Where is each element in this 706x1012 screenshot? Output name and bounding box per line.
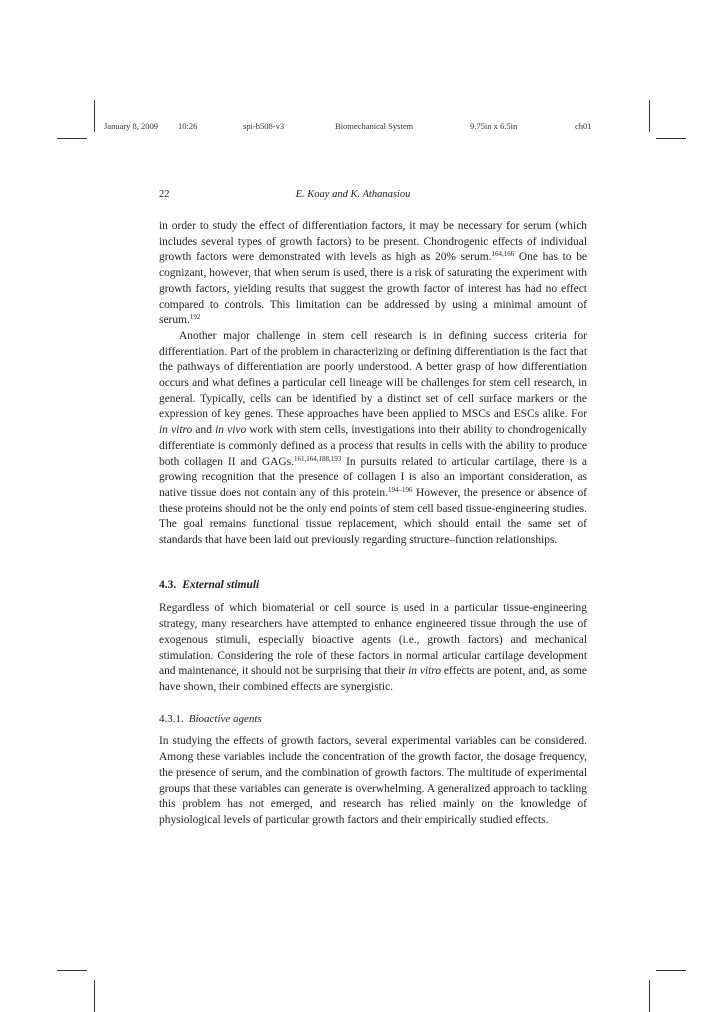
running-header [0,121,706,133]
page-number: 22 [159,189,170,200]
crop-mark-bottom-left-vertical [94,980,95,1012]
paragraph-3-text-2: effects are potent, and, as some have shown, their combined effects are synergistic. [159,665,587,693]
header-chapter: ch01 [575,121,592,131]
paragraph-2-text-3: work with stem cells, investigations into their ability to chondrogenically differentiate is commonly defined as a process that results in cells with the ability to produce both collagen II and GAGs. [159,424,588,468]
header-time: 10:26 [178,121,198,131]
paragraph-1 [159,219,587,329]
header-code: spi-b508-v3 [243,121,285,131]
crop-mark-bottom-left-horizontal [57,970,87,971]
crop-mark-top-right-horizontal [656,138,686,139]
crop-mark-top-left-horizontal [57,138,87,139]
paragraph-1-text-1: in order to study the effect of differentiation factors, it may be necessary for serum (which includes several types of growth factors) to be present. Chondrogenic effects of individual growth factors were demonstrated with levels as high as 20% serum. [159,220,587,264]
citation-ref: 192 [189,313,201,322]
subsection-number: 4.3.1. [159,712,184,725]
paragraph-2-text-5: However, the presence or absence of these proteins should not be the only end points of stem cell based tissue-engineering studies. The goal remains functional tissue replacement, which should entail the same set of standards that have been laid out previously regarding structure–function relationships. [159,486,587,547]
paragraph-2-text-2: and [192,424,216,437]
paragraph-2-italic-2: in vivo [215,424,247,437]
section-heading [159,578,587,594]
header-date: January 8, 2009 [104,121,159,131]
paragraph-2-italic-1: in vitro [159,424,193,437]
header-book-title: Biomechanical System [335,121,414,131]
crop-mark-bottom-right-vertical [649,980,650,1012]
paragraph-2-text-1: Another major challenge in stem cell research is in defining success criteria for differentiation. Part of the problem in characterizing or defining differentiation is the fact that the pathways of differentiation are poorly understood. A better grasp of how differentiation occurs and what defines a particular cell lineage will be challenges for stem cell research, in general. Typically, cells can be identified by a distinct set of cell surface markers or the expression of key genes. These approaches have been applied to MSCs and ESCs alike. For [159,329,587,421]
section-title: External stimuli [182,578,260,591]
subsection-heading [159,712,587,728]
paragraph-3-text-1: Regardless of which biomaterial or cell source is used in a particular tissue-engineering strategy, many researchers have attempted to enhance engineered tissue through the use of exogenous stimuli, especially bioactive agents (i.e., growth factors) and mechanical stimulation. Considering the role of these factors in normal articular cartilage development and maintenance, it should not be surprising that their [159,602,587,678]
citation-ref: 164,166 [491,250,515,259]
paragraph-4 [159,734,587,828]
section-number: 4.3. [159,578,177,591]
paragraph-4-text-1: In studying the effects of growth factors, several experimental variables can be considered. Among these variables include the concentration of the growth factor, the dosage frequency, the presence of serum, and the combination of growth factors. The multitude of experimental groups that these variables can generate is overwhelming. A generalized approach to tackling this problem has not emerged, and research has relied mainly on the knowledge of physiological levels of particular growth factors and their empirically studied effects. [159,735,587,826]
subsection-title: Bioactive agents [188,712,262,725]
body-text [159,219,587,829]
paragraph-3-italic-1: in vitro [408,665,442,678]
header-trim-size: 9.75in x 6.5in [470,121,518,131]
citation-ref: 194–196 [388,485,413,494]
paragraph-2-text-4: In pursuits related to articular cartilage, there is a growing recognition that the presence of collagen I is also an important consideration, as native tissue does not contain any of this protein. [159,455,588,499]
crop-mark-bottom-right-horizontal [656,970,686,971]
running-authors: E. Koay and K. Athanasiou [295,189,411,200]
paragraph-1-text-2: One has to be cognizant, however, that when serum is used, there is a risk of saturating the experiment with growth factors, yielding results that suggest the growth factor of interest has had no effect compared to controls. This limitation can be addressed by using a minimal amount of serum. [159,251,587,327]
paragraph-2 [159,329,587,549]
paragraph-3 [159,601,587,695]
citation-ref: 161,164,188,193 [293,454,342,463]
